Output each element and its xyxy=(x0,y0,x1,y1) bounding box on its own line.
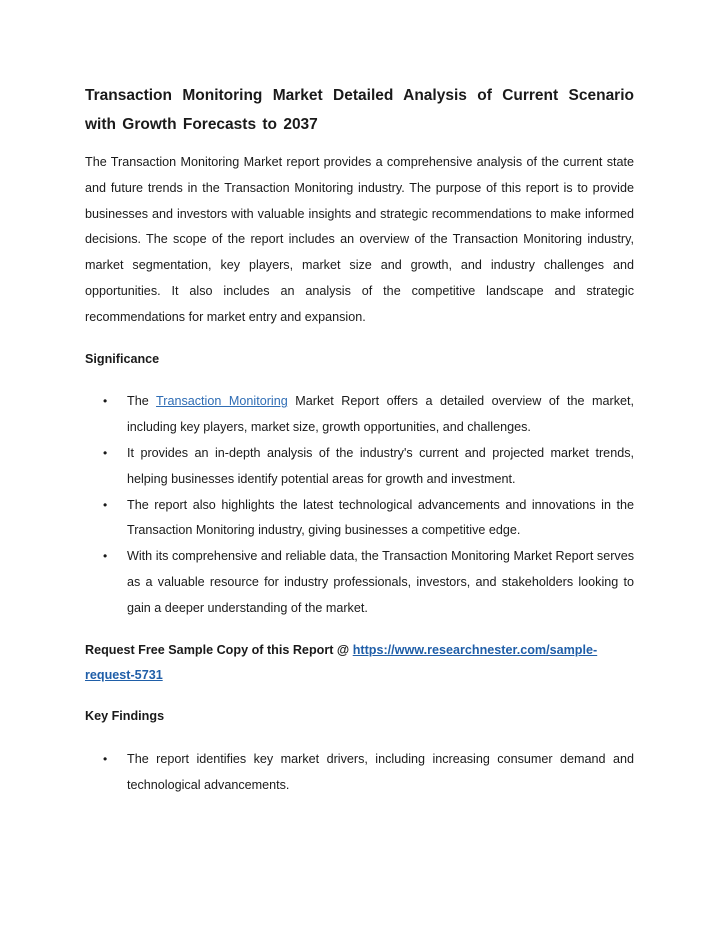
document-page xyxy=(85,81,634,799)
list-item xyxy=(85,493,634,545)
sample-request-link[interactable]: https://www.researchnester.com/sample-request-5731 xyxy=(85,642,598,683)
list-item xyxy=(85,747,634,799)
key-findings-heading: Key Findings xyxy=(85,709,165,724)
intro-paragraph: The Transaction Monitoring Market report provides a comprehensive analysis of the current state and future trends in the Transaction Monitoring industry. The purpose of this report is to provide businesses and investors with valuable insights and strategic recommendations to make informed decisions. The scope of the report includes an overview of the Transaction Monitoring industry, market segmentation, key players, market size and growth, and industry challenges and opportunities. It also includes an analysis of the competitive landscape and strategic recommendations for market entry and expansion. xyxy=(85,155,634,324)
list-item-text: The report also highlights the latest technological advancements and innovations in the Transaction Monitoring industry, giving businesses a competitive edge. xyxy=(127,497,634,538)
list-item-prefix: The xyxy=(127,394,157,409)
list-item-text: With its comprehensive and reliable data, the Transaction Monitoring Market Report serves as a valuable resource for industry professionals, investors, and stakeholders looking to gain a deeper understanding of the market. xyxy=(127,549,634,615)
key-findings-list xyxy=(85,747,634,799)
bullet-icon: • xyxy=(103,394,108,409)
list-item-suffix: Market Report offers a detailed overview of the market, including key players, market size, growth opportunities, and challenges. xyxy=(127,394,634,435)
list-item xyxy=(85,389,634,441)
significance-list xyxy=(85,389,634,621)
request-sample-label: Request Free Sample Copy of this Report @ xyxy=(85,642,353,657)
document-title: Transaction Monitoring Market Detailed Analysis of Current Scenario with Growth Forecasts to 2037 xyxy=(85,87,634,133)
list-item xyxy=(85,441,634,493)
bullet-icon: • xyxy=(103,751,108,766)
list-item-text: The report identifies key market drivers, including increasing consumer demand and technological advancements. xyxy=(127,751,634,792)
transaction-monitoring-link[interactable]: Transaction Monitoring xyxy=(156,394,288,409)
significance-heading: Significance xyxy=(85,351,160,366)
list-item-text: It provides an in-depth analysis of the industry's current and projected market trends, helping businesses identify potential areas for growth and investment. xyxy=(127,445,634,486)
bullet-icon: • xyxy=(103,445,108,460)
request-sample-line xyxy=(85,638,634,690)
list-item xyxy=(85,544,634,621)
bullet-icon: • xyxy=(103,497,108,512)
bullet-icon: • xyxy=(103,549,108,564)
